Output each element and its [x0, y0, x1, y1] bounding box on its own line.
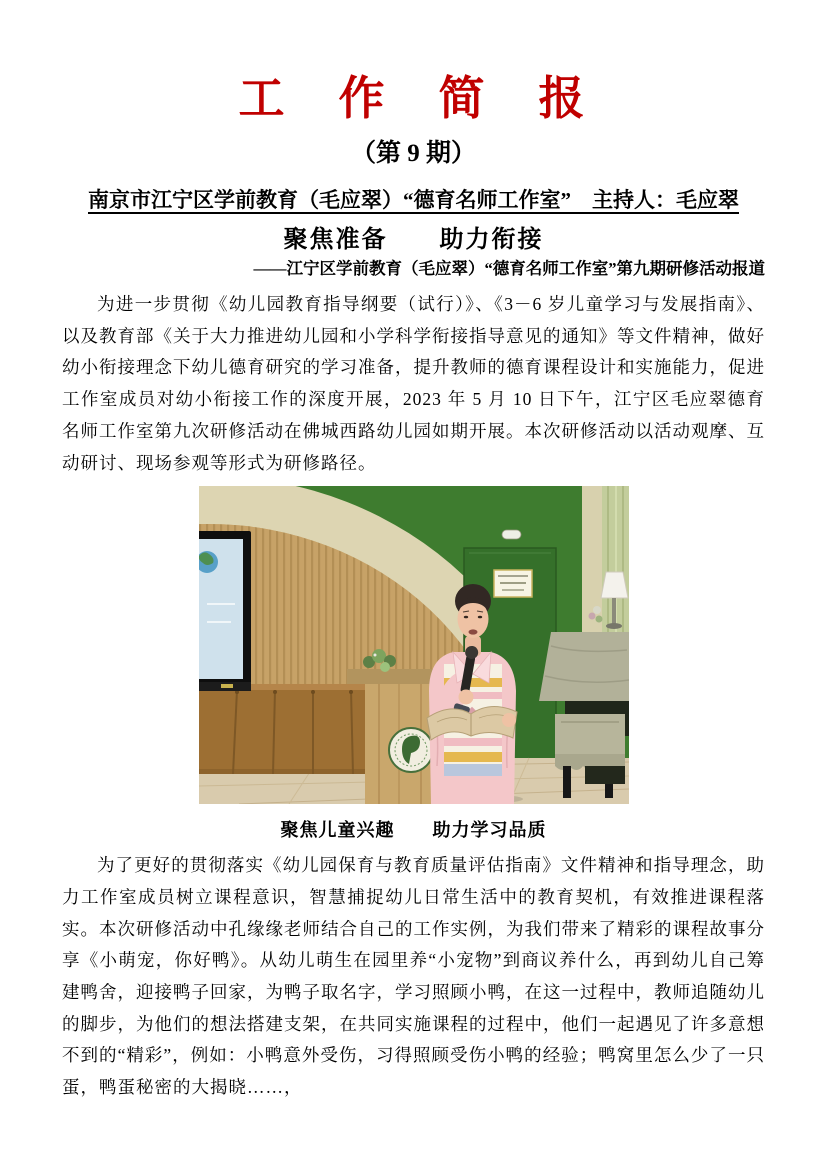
article-subheadline: ——江宁区学前教育（毛应翠）“德育名师工作室”第九期研修活动报道 — [253, 259, 765, 278]
page-content — [0, 70, 827, 1104]
photo-stage-skirt — [199, 684, 381, 774]
organization-line: 南京市江宁区学前教育（毛应翠）“德育名师工作室” 主持人：毛应翠 — [88, 188, 739, 212]
activity-photo — [199, 486, 629, 804]
page-title: 工 作 简 报 — [238, 73, 589, 124]
paragraph-1: 为进一步贯彻《幼儿园教育指导纲要（试行）》、《3－6 岁儿童学习与发展指南》、以及教育部《关于大力推进幼儿园和小学科学衔接指导意见的通知》等文件精神，做好幼小衔接理念下幼儿德育研究的学习准备，提升教师的德育课程设计和实施能力，促进工作室成员对幼小衔接工作的深度开展，2023 年 5 月 10 日下午，江宁区毛应翠德育名师工作室第九次研修活动在佛城西路幼儿园如期开展。本次研修活动以活动观摩、互动研讨、现场参观等形式为研修路径。 — [62, 294, 765, 473]
paragraph-2: 为了更好的贯彻落实《幼儿园保育与教育质量评估指南》文件精神和指导理念，助力工作室成员树立课程意识，智慧捕捉幼儿日常生活中的教育契机，有效推进课程落实。本次研修活动中孔缘缘老师结合自己的工作实例，为我们带来了精彩的课程故事分享《小萌宠，你好鸭》。从幼儿萌生在园里养“小宠物”到商议养什么，再到幼儿自己筹建鸭舍，迎接鸭子回家，为鸭子取名字，学习照顾小鸭，在这一过程中，教师追随幼儿的脚步，为他们的想法搭建支架，在共同实施课程的过程中，他们一起遇见了许多意想不到的“精彩”，例如：小鸭意外受伤，习得照顾受伤小鸭的经验；鸭窝里怎么少了一只蛋，鸭蛋秘密的大揭晓……， — [62, 855, 765, 1098]
photo-room-number-sign — [502, 530, 521, 539]
photo-tv-screen — [199, 531, 251, 691]
issue-number: （第 9 期） — [350, 140, 476, 167]
photo-caption: 聚焦儿童兴趣 助力学习品质 — [280, 820, 547, 841]
photo-podium-logo — [389, 728, 433, 772]
article-headline: 聚焦准备 助力衔接 — [283, 227, 544, 253]
photo-door-sign — [494, 570, 532, 597]
